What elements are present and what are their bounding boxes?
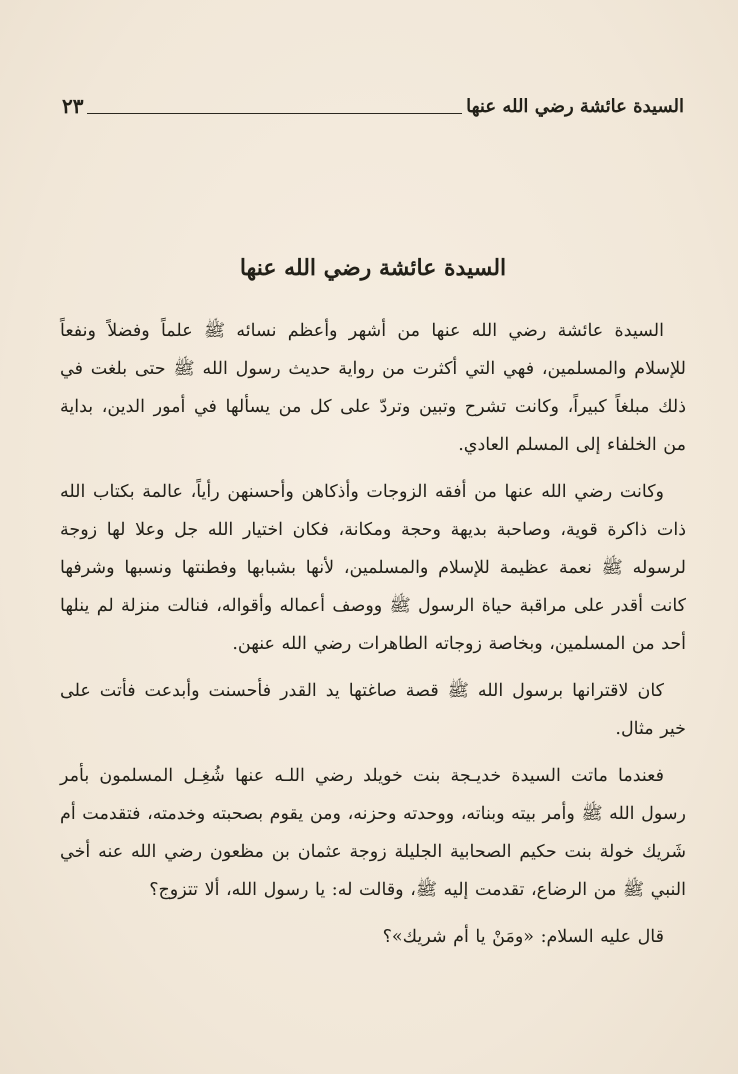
paragraph: كان لاقترانها برسول الله ﷺ قصة صاغتها يد القدر فأحسنت وأبدعت فأتت على خير مثال. xyxy=(60,681,686,739)
running-header xyxy=(62,86,684,120)
body-text xyxy=(60,312,686,965)
paragraph: وكانت رضي الله عنها من أفقه الزوجات وأذكاهن وأحسنهن رأياً، عالمة بكتاب الله ذات ذاكرة قوية، وصاحبة بديهة وحجة ومكانة، فكان اختيار الله جل وعلا لها زوجة لرسوله ﷺ نعمة عظيمة للإسلام والمسلمين، لأنها بشبابها وفطنتها ونسبها وشرفها كانت أقدر على مراقبة حياة الرسول ﷺ ووصف أعماله وأقواله، فنالت منزلة لم ينلها أحد من المسلمين، وبخاصة زوجاته الطاهرات رضي الله عنهن. xyxy=(60,482,686,654)
paragraph: السيدة عائشة رضي الله عنها من أشهر وأعظم نسائه ﷺ علماً وفضلاً ونفعاً للإسلام والمسلمين، فهي التي أكثرت من رواية حديث رسول الله ﷺ حتى بلغت في ذلك مبلغاً كبيراً، وكانت تشرح وتبين وتردّ على كل من يسألها في أمور الدين، بداية من الخلفاء إلى المسلم العادي. xyxy=(60,321,686,455)
header-rule xyxy=(87,113,462,114)
chapter-title: السيدة عائشة رضي الله عنها xyxy=(239,255,507,281)
paragraph: قال عليه السلام: «ومَنْ يا أم شريك»؟ xyxy=(382,927,664,947)
paragraph: فعندما ماتت السيدة خديـجة بنت خويلد رضي اللـه عنها شُغِـل المسلمون بأمر رسول الله ﷺ وأمر بيته وبناته، ووحدته وحزنه، ومن يقوم بصحبته وخدمته، فتقدمت أم شَريك خولة بنت حكيم الصحابية الجليلة زوجة عثمان بن مظعون رضي الله عنه أخي النبي ﷺ من الرضاع، تقدمت إليه ﷺ، وقالت له: يا رسول الله، ألا تتزوج؟ xyxy=(60,766,686,900)
running-header-title: السيدة عائشة رضي الله عنها xyxy=(466,96,684,117)
page-number: ٢٣ xyxy=(62,94,84,118)
